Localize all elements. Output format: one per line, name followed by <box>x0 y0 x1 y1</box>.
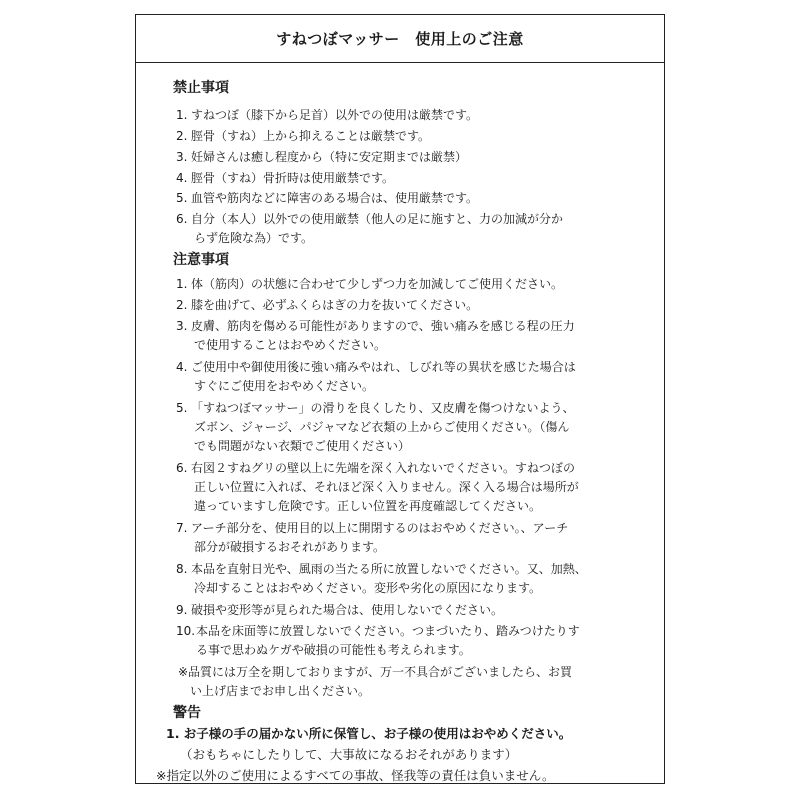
prohibited-heading: 禁止事項 <box>173 80 229 96</box>
caution-note-continuation: い上げ店までお申し出ください。 <box>190 684 371 698</box>
warning-heading: 警告 <box>173 705 201 721</box>
warning-item: 1. お子様の手の届かない所に保管し、お子様の使用はおやめください。 <box>166 726 572 741</box>
warning-item-continuation: （おもちゃにしたりして、大事故になるおそれがあります） <box>180 747 518 762</box>
page-title: すねつぼマッサー 使用上のご注意 <box>136 15 664 63</box>
caution-note: ※品質には万全を期しておりますが、万一不具合がございましたら、お買 <box>178 665 573 679</box>
caution-heading: 注意事項 <box>173 252 229 268</box>
instruction-card: すねつぼマッサー 使用上のご注意 禁止事項 1. すねつぼ（膝下から足首）以外での使用は厳禁です。 2. 脛骨（すね）上から抑えることは厳禁です。 3. 妊婦さんは癒し程度から（特に安定期までは厳禁） 4. 脛骨（すね）骨折時は使用厳禁です。 5. 血管や筋肉などに障害のある場合は、使用厳禁です。 6. 自分（本人）以外での使用厳禁（他人の足に施すと、力の加減が分か らず危険な為）です。 注意事項 1. 体（筋肉）の状態に合わせて少しずつ力を加減してご使用ください。 2. 膝を曲げて、必ずふくらはぎの力を抜いてください。 3. 皮膚、筋肉を傷める可能性がありますので、強い痛みを感じる程の圧力 で使用することはおやめください。 4. ご使用中や御使用後に強い痛みやはれ、しびれ等の異状を感じた場合は すぐにご使用をおやめください。 5. 「すねつぼマッサー」の滑りを良くしたり、又皮膚を傷つけないよう、 ズボン、ジャージ、パジャマなど衣類の上からご使用ください。（傷ん でも問題がない衣類でご使用ください） 6. 右図２すねグリの壁以上に先端を深く入れないでください。すねつぼの 正しい位置に入れば、それほど深く入りません。深く入る場合は場所が 違っていますし危険です。正しい位置を再度確認してください。 7. アーチ部分を、使用目的以上に開閉するのはおやめください。、アーチ 部分が破損するおそれがあります。 8. 本品を直射日光や、風雨の当たる所に放置しないでください。又、加熱、 冷却することはおやめください。変形や劣化の原因になります。 9. 破損や変形等が見られた場合は、使用しないでください。 10. 本品を床面等に放置しないでください。つまづいたり、踏みつけたりす る事で思わぬケガや破損の可能性も考えられます。 ※品質には万全を期しておりますが、万一不具合がございましたら、お買 い上げ店までお申し出ください。 警告 1. お子様の手の届かない所に保管し、お子様の使用はおやめください。 （おもちゃにしたりして、大事故になるおそれがあります） ※指定以外のご使用によるすべての事故、怪我等の責任は負いません。 <box>135 14 665 784</box>
warning-disclaimer: ※指定以外のご使用によるすべての事故、怪我等の責任は負いません。 <box>156 768 555 783</box>
